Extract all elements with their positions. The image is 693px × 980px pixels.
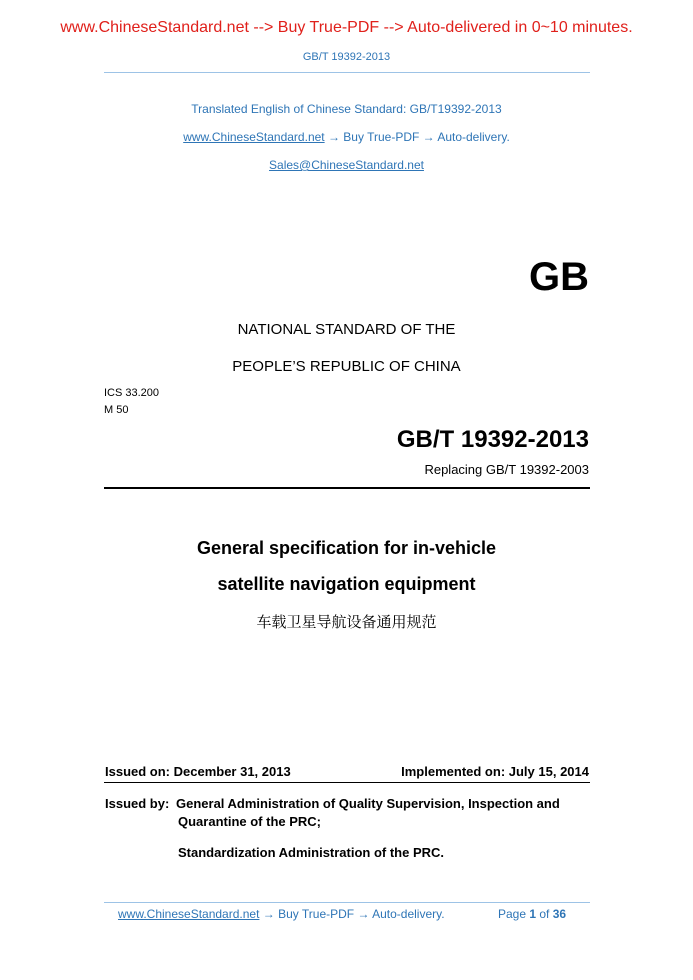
standard-number: GB/T 19392-2013 [396, 426, 589, 453]
site-suffix: → Buy True-PDF → Auto-delivery. [324, 130, 510, 144]
footer-divider [104, 902, 590, 903]
issued-by-line2: Quarantine of the PRC; [178, 814, 322, 829]
issued-by-label: Issued by: [105, 796, 170, 811]
site-line [0, 130, 693, 144]
issued-by-line1: General Administration of Quality Supervision, Inspection and [176, 796, 560, 811]
title-en-line1: General specification for in-vehicle [196, 538, 497, 558]
page-current: 1 [529, 907, 537, 921]
issued-on: Issued on: December 31, 2013 [105, 764, 291, 779]
footer-site-link[interactable]: www.ChineseStandard.net [118, 907, 260, 921]
top-banner[interactable]: www.ChineseStandard.net --> Buy True-PDF --> Auto-delivered in 0~10 minutes. [60, 19, 633, 36]
national-standard-line1: NATIONAL STANDARD OF THE [237, 321, 456, 338]
issued-by-line3: Standardization Administration of the PRC. [178, 845, 445, 860]
email-link[interactable]: Sales@ChineseStandard.net [269, 158, 424, 172]
national-standard-line2: PEOPLE’S REPUBLIC OF CHINA [232, 358, 461, 375]
footer-site-line [118, 907, 445, 921]
translation-note: Translated English of Chinese Standard: GB/T19392-2013 [191, 102, 502, 116]
title-zh: 车载卫星导航设备通用规范 [256, 613, 437, 631]
issue-divider [104, 782, 590, 783]
replacing-note: Replacing GB/T 19392-2003 [424, 462, 589, 477]
footer-site-suffix: → Buy True-PDF → Auto-delivery. [259, 907, 445, 921]
title-divider [104, 487, 590, 489]
implemented-on: Implemented on: July 15, 2014 [401, 764, 589, 779]
title-en-line2: satellite navigation equipment [217, 574, 476, 594]
site-link[interactable]: www.ChineseStandard.net [183, 130, 325, 144]
header-divider [104, 72, 590, 73]
gb-mark: GB [529, 255, 589, 299]
email-line [0, 158, 693, 172]
header-standard-code: GB/T 19392-2013 [302, 51, 391, 63]
ccs-code: M 50 [104, 404, 129, 416]
page-of: of [536, 907, 553, 921]
page-label: Page [498, 907, 530, 921]
ics-code: ICS 33.200 [104, 387, 160, 399]
page-indicator [498, 907, 566, 921]
page-total: 36 [552, 907, 567, 921]
